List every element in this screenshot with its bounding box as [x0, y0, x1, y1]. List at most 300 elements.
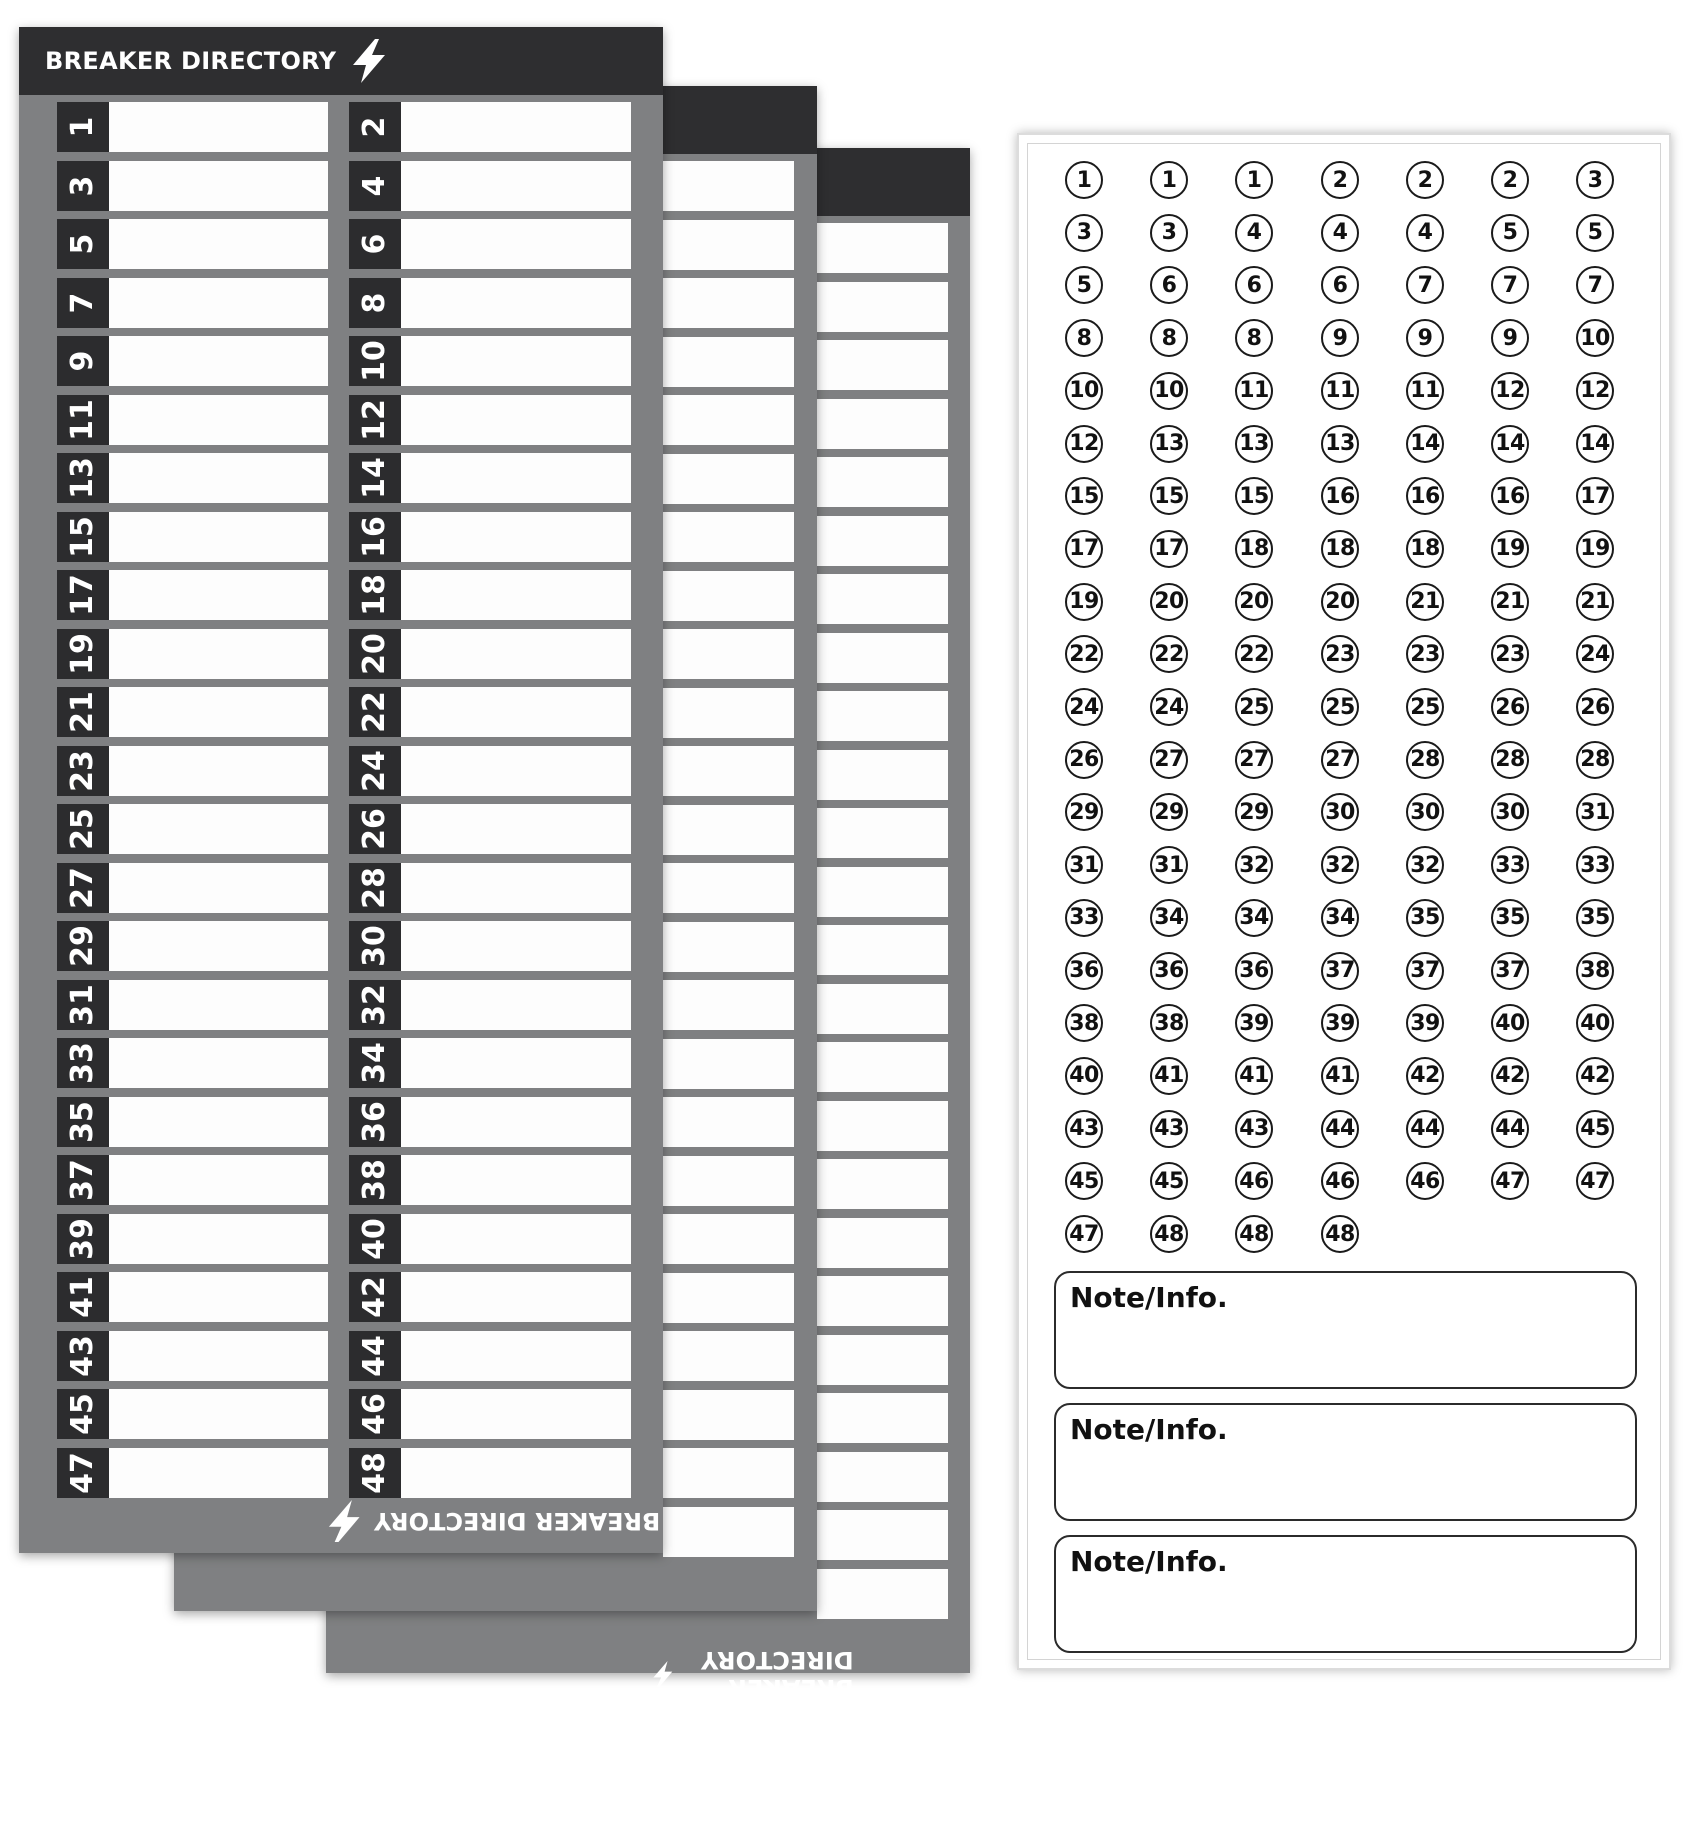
breaker-row — [349, 687, 631, 737]
circuit-label-field[interactable] — [401, 570, 631, 620]
number-sticker[interactable]: 15 — [1150, 477, 1188, 515]
number-sticker[interactable]: 10 — [1065, 372, 1103, 410]
circuit-label-field[interactable] — [401, 921, 631, 971]
circuit-label-field[interactable] — [817, 1218, 948, 1268]
breaker-row — [349, 1389, 631, 1439]
breaker-number: 37 — [65, 1159, 100, 1201]
circuit-label-field[interactable] — [109, 863, 328, 913]
number-sticker[interactable]: 19 — [1576, 530, 1614, 568]
number-sticker[interactable]: 22 — [1065, 635, 1103, 673]
breaker-number: 35 — [65, 1100, 100, 1143]
circuit-label-field[interactable] — [663, 1214, 794, 1264]
number-sticker[interactable]: 26 — [1576, 688, 1614, 726]
circuit-label-field[interactable] — [663, 454, 794, 504]
circuit-label-field[interactable] — [401, 1272, 631, 1322]
number-sticker[interactable]: 31 — [1150, 846, 1188, 884]
number-sticker[interactable]: 28 — [1491, 741, 1529, 779]
number-sticker[interactable]: 29 — [1150, 793, 1188, 831]
number-sticker[interactable]: 39 — [1235, 1004, 1273, 1042]
number-sticker[interactable]: 45 — [1576, 1110, 1614, 1148]
number-sticker[interactable]: 32 — [1235, 846, 1273, 884]
breaker-number: 45 — [65, 1393, 100, 1435]
breaker-number-tab — [349, 1155, 401, 1205]
circuit-label-field[interactable] — [109, 512, 328, 562]
circuit-label-field[interactable] — [109, 1331, 328, 1381]
number-sticker[interactable]: 36 — [1150, 952, 1188, 990]
circuit-label-field[interactable] — [401, 512, 631, 562]
number-sticker[interactable]: 34 — [1150, 899, 1188, 937]
number-sticker[interactable]: 6 — [1321, 266, 1359, 304]
number-sticker[interactable]: 33 — [1491, 846, 1529, 884]
number-sticker[interactable]: 20 — [1235, 583, 1273, 621]
circuit-label-field[interactable] — [401, 336, 631, 386]
number-sticker[interactable]: 16 — [1406, 477, 1444, 515]
circuit-label-field[interactable] — [401, 1331, 631, 1381]
breaker-number-tab — [349, 161, 401, 211]
number-sticker[interactable]: 27 — [1235, 741, 1273, 779]
circuit-label-field[interactable] — [663, 1039, 794, 1089]
circuit-label-field[interactable] — [663, 512, 794, 562]
number-sticker[interactable]: 5 — [1491, 214, 1529, 252]
number-sticker[interactable]: 7 — [1491, 266, 1529, 304]
circuit-label-field[interactable] — [109, 1038, 328, 1088]
number-sticker[interactable]: 42 — [1491, 1057, 1529, 1095]
circuit-label-field[interactable] — [109, 1448, 328, 1498]
number-sticker[interactable]: 9 — [1491, 319, 1529, 357]
number-sticker[interactable]: 40 — [1065, 1057, 1103, 1095]
circuit-label-field[interactable] — [663, 395, 794, 445]
circuit-label-field[interactable] — [663, 1097, 794, 1147]
number-sticker[interactable]: 35 — [1406, 899, 1444, 937]
circuit-label-field[interactable] — [401, 629, 631, 679]
number-sticker[interactable]: 2 — [1406, 161, 1444, 199]
number-sticker[interactable]: 19 — [1065, 583, 1103, 621]
number-sticker[interactable]: 42 — [1576, 1057, 1614, 1095]
number-sticker[interactable]: 20 — [1321, 583, 1359, 621]
breaker-row — [57, 1272, 328, 1322]
number-sticker[interactable]: 25 — [1321, 688, 1359, 726]
circuit-label-field[interactable] — [401, 863, 631, 913]
circuit-label-field[interactable] — [663, 1448, 794, 1498]
breaker-number-tab — [57, 921, 109, 971]
circuit-label-field[interactable] — [401, 161, 631, 211]
circuit-label-field[interactable] — [401, 1448, 631, 1498]
circuit-label-field[interactable] — [109, 921, 328, 971]
circuit-label-field[interactable] — [663, 571, 794, 621]
circuit-label-field[interactable] — [109, 161, 328, 211]
number-sticker[interactable]: 18 — [1321, 530, 1359, 568]
circuit-label-field[interactable] — [817, 867, 948, 917]
number-sticker[interactable]: 39 — [1321, 1004, 1359, 1042]
number-sticker[interactable]: 46 — [1321, 1162, 1359, 1200]
circuit-label-field[interactable] — [817, 925, 948, 975]
circuit-label-field[interactable] — [401, 1155, 631, 1205]
breaker-row — [57, 336, 328, 386]
circuit-label-field[interactable] — [401, 1097, 631, 1147]
circuit-label-field[interactable] — [401, 1214, 631, 1264]
breaker-number: 4 — [357, 175, 392, 196]
circuit-label-field[interactable] — [663, 1507, 794, 1557]
breaker-row — [57, 1448, 328, 1498]
number-sticker[interactable]: 42 — [1406, 1057, 1444, 1095]
number-sticker[interactable]: 12 — [1576, 372, 1614, 410]
circuit-label-field[interactable] — [817, 1510, 948, 1560]
circuit-label-field[interactable] — [401, 1389, 631, 1439]
note-box[interactable] — [1054, 1271, 1637, 1389]
number-sticker[interactable]: 12 — [1491, 372, 1529, 410]
number-sticker[interactable]: 4 — [1406, 214, 1444, 252]
circuit-label-field[interactable] — [109, 629, 328, 679]
circuit-label-field[interactable] — [817, 574, 948, 624]
circuit-label-field[interactable] — [401, 746, 631, 796]
number-sticker[interactable]: 6 — [1235, 266, 1273, 304]
breaker-number: 13 — [65, 457, 100, 499]
lightning-bolt-icon — [346, 38, 392, 84]
circuit-label-field[interactable] — [401, 804, 631, 854]
circuit-label-field[interactable] — [401, 219, 631, 269]
breaker-number: 44 — [357, 1334, 392, 1377]
circuit-label-field[interactable] — [109, 395, 328, 445]
breaker-row — [349, 804, 631, 854]
directory-title: BREAKER DIRECTORY — [45, 47, 337, 75]
circuit-label-field[interactable] — [401, 102, 631, 152]
breaker-row — [57, 863, 328, 913]
number-sticker[interactable]: 9 — [1406, 319, 1444, 357]
note-box[interactable] — [1054, 1403, 1637, 1521]
number-sticker[interactable]: 21 — [1491, 583, 1529, 621]
circuit-label-field[interactable] — [817, 633, 948, 683]
breaker-number-tab — [57, 1155, 109, 1205]
circuit-label-field[interactable] — [109, 336, 328, 386]
number-sticker[interactable]: 22 — [1150, 635, 1188, 673]
number-sticker[interactable]: 32 — [1321, 846, 1359, 884]
breaker-number-tab — [349, 687, 401, 737]
number-sticker[interactable]: 14 — [1406, 425, 1444, 463]
number-sticker[interactable]: 26 — [1491, 688, 1529, 726]
circuit-label-field[interactable] — [663, 922, 794, 972]
number-sticker[interactable]: 14 — [1491, 425, 1529, 463]
number-sticker[interactable]: 37 — [1491, 952, 1529, 990]
number-sticker[interactable]: 30 — [1491, 793, 1529, 831]
number-sticker[interactable]: 33 — [1065, 899, 1103, 937]
number-sticker[interactable]: 3 — [1065, 214, 1103, 252]
breaker-number-tab — [349, 278, 401, 328]
number-sticker[interactable]: 47 — [1065, 1215, 1103, 1253]
number-sticker[interactable]: 11 — [1406, 372, 1444, 410]
circuit-label-field[interactable] — [663, 805, 794, 855]
number-sticker[interactable]: 25 — [1235, 688, 1273, 726]
circuit-label-field[interactable] — [663, 688, 794, 738]
breaker-row — [57, 1155, 328, 1205]
number-sticker[interactable]: 21 — [1406, 583, 1444, 621]
number-sticker[interactable]: 47 — [1576, 1162, 1614, 1200]
number-sticker[interactable]: 20 — [1150, 583, 1188, 621]
breaker-number: 11 — [65, 398, 100, 441]
breaker-row — [349, 570, 631, 620]
circuit-label-field[interactable] — [401, 1038, 631, 1088]
circuit-label-field[interactable] — [109, 1272, 328, 1322]
number-sticker[interactable]: 8 — [1150, 319, 1188, 357]
number-sticker[interactable]: 34 — [1235, 899, 1273, 937]
number-sticker[interactable]: 11 — [1321, 372, 1359, 410]
circuit-label-field[interactable] — [817, 750, 948, 800]
number-sticker[interactable]: 38 — [1576, 952, 1614, 990]
number-sticker[interactable]: 13 — [1235, 425, 1273, 463]
circuit-label-field[interactable] — [109, 804, 328, 854]
number-sticker[interactable]: 19 — [1491, 530, 1529, 568]
number-sticker[interactable]: 8 — [1065, 319, 1103, 357]
number-sticker[interactable]: 45 — [1150, 1162, 1188, 1200]
breaker-number: 41 — [65, 1276, 100, 1318]
breaker-number: 43 — [65, 1334, 100, 1377]
number-sticker[interactable]: 38 — [1065, 1004, 1103, 1042]
circuit-label-field[interactable] — [109, 746, 328, 796]
circuit-label-field[interactable] — [401, 278, 631, 328]
breaker-number: 28 — [357, 866, 392, 909]
number-sticker[interactable]: 2 — [1321, 161, 1359, 199]
circuit-label-field[interactable] — [663, 980, 794, 1030]
number-sticker[interactable]: 48 — [1150, 1215, 1188, 1253]
breaker-row — [57, 804, 328, 854]
breaker-row — [349, 1448, 631, 1498]
number-sticker[interactable]: 43 — [1235, 1110, 1273, 1148]
circuit-label-field[interactable] — [109, 453, 328, 503]
number-sticker[interactable]: 1 — [1065, 161, 1103, 199]
number-sticker[interactable]: 38 — [1150, 1004, 1188, 1042]
number-sticker[interactable]: 8 — [1235, 319, 1273, 357]
circuit-label-field[interactable] — [109, 219, 328, 269]
number-sticker[interactable]: 31 — [1576, 793, 1614, 831]
number-sticker[interactable]: 3 — [1576, 161, 1614, 199]
number-sticker[interactable]: 37 — [1406, 952, 1444, 990]
number-sticker[interactable]: 21 — [1576, 583, 1614, 621]
number-sticker[interactable]: 41 — [1150, 1057, 1188, 1095]
number-sticker[interactable]: 29 — [1065, 793, 1103, 831]
number-sticker[interactable]: 6 — [1150, 266, 1188, 304]
number-sticker[interactable]: 29 — [1235, 793, 1273, 831]
circuit-label-field[interactable] — [109, 980, 328, 1030]
number-sticker[interactable]: 46 — [1406, 1162, 1444, 1200]
number-sticker[interactable]: 7 — [1406, 266, 1444, 304]
circuit-label-field[interactable] — [817, 1276, 948, 1326]
circuit-label-field[interactable] — [663, 337, 794, 387]
number-sticker[interactable]: 24 — [1150, 688, 1188, 726]
number-sticker[interactable]: 30 — [1406, 793, 1444, 831]
circuit-label-field[interactable] — [817, 1101, 948, 1151]
breaker-number-tab — [349, 570, 401, 620]
circuit-label-field[interactable] — [817, 457, 948, 507]
circuit-label-field[interactable] — [109, 1097, 328, 1147]
number-sticker[interactable]: 16 — [1491, 477, 1529, 515]
number-sticker[interactable]: 43 — [1150, 1110, 1188, 1148]
number-sticker[interactable]: 37 — [1321, 952, 1359, 990]
number-sticker[interactable]: 1 — [1150, 161, 1188, 199]
note-box[interactable] — [1054, 1535, 1637, 1653]
number-sticker[interactable]: 2 — [1491, 161, 1529, 199]
number-sticker[interactable]: 33 — [1576, 846, 1614, 884]
number-sticker[interactable]: 23 — [1406, 635, 1444, 673]
number-sticker[interactable]: 24 — [1576, 635, 1614, 673]
number-sticker[interactable]: 44 — [1491, 1110, 1529, 1148]
breaker-number: 15 — [65, 515, 100, 558]
number-sticker[interactable]: 34 — [1321, 899, 1359, 937]
circuit-label-field[interactable] — [817, 1452, 948, 1502]
breaker-row — [349, 395, 631, 445]
number-sticker[interactable]: 44 — [1406, 1110, 1444, 1148]
circuit-label-field[interactable] — [663, 278, 794, 328]
number-sticker[interactable]: 41 — [1321, 1057, 1359, 1095]
footer-title: BREAKER DIRECTORY — [374, 1507, 661, 1535]
circuit-label-field[interactable] — [817, 1393, 948, 1443]
number-sticker[interactable]: 43 — [1065, 1110, 1103, 1148]
number-sticker[interactable]: 14 — [1576, 425, 1614, 463]
circuit-label-field[interactable] — [401, 395, 631, 445]
circuit-label-field[interactable] — [817, 1159, 948, 1209]
circuit-label-field[interactable] — [109, 1155, 328, 1205]
card-footer — [324, 1499, 660, 1543]
circuit-label-field[interactable] — [663, 746, 794, 796]
breaker-number: 17 — [65, 574, 100, 616]
circuit-label-field[interactable] — [817, 1569, 948, 1619]
number-sticker[interactable]: 41 — [1235, 1057, 1273, 1095]
breaker-number-tab — [349, 1038, 401, 1088]
number-sticker[interactable]: 36 — [1235, 952, 1273, 990]
breaker-row — [349, 453, 631, 503]
circuit-label-field[interactable] — [663, 1273, 794, 1323]
number-sticker[interactable]: 4 — [1235, 214, 1273, 252]
number-sticker[interactable]: 23 — [1491, 635, 1529, 673]
number-sticker[interactable]: 23 — [1321, 635, 1359, 673]
breaker-row — [349, 921, 631, 971]
circuit-label-field[interactable] — [109, 1214, 328, 1264]
number-sticker[interactable]: 36 — [1065, 952, 1103, 990]
circuit-label-field[interactable] — [817, 399, 948, 449]
circuit-label-field[interactable] — [663, 863, 794, 913]
circuit-label-field[interactable] — [663, 161, 794, 211]
breaker-number-tab — [57, 161, 109, 211]
number-sticker[interactable]: 24 — [1065, 688, 1103, 726]
circuit-label-field[interactable] — [663, 1331, 794, 1381]
number-sticker[interactable]: 35 — [1491, 899, 1529, 937]
breaker-number-tab — [57, 1389, 109, 1439]
number-sticker[interactable]: 12 — [1065, 425, 1103, 463]
number-sticker[interactable]: 5 — [1576, 214, 1614, 252]
breaker-number-tab — [57, 1448, 109, 1498]
number-sticker[interactable]: 28 — [1406, 741, 1444, 779]
number-sticker[interactable]: 31 — [1065, 846, 1103, 884]
number-sticker[interactable]: 11 — [1235, 372, 1273, 410]
breaker-number: 32 — [357, 983, 392, 1026]
circuit-label-field[interactable] — [817, 340, 948, 390]
circuit-label-field[interactable] — [109, 570, 328, 620]
breaker-number-tab — [349, 1389, 401, 1439]
number-sticker[interactable]: 44 — [1321, 1110, 1359, 1148]
number-sticker[interactable]: 48 — [1235, 1215, 1273, 1253]
breaker-row — [349, 512, 631, 562]
circuit-label-field[interactable] — [663, 1390, 794, 1440]
circuit-label-field[interactable] — [401, 687, 631, 737]
breaker-number-tab — [57, 512, 109, 562]
number-sticker[interactable]: 25 — [1406, 688, 1444, 726]
number-sticker[interactable]: 17 — [1576, 477, 1614, 515]
card-header — [19, 27, 663, 95]
circuit-label-field[interactable] — [817, 516, 948, 566]
circuit-label-field[interactable] — [109, 687, 328, 737]
circuit-label-field[interactable] — [817, 282, 948, 332]
number-sticker[interactable]: 40 — [1491, 1004, 1529, 1042]
number-sticker[interactable]: 10 — [1150, 372, 1188, 410]
breaker-number-tab — [349, 1097, 401, 1147]
number-sticker[interactable]: 17 — [1150, 530, 1188, 568]
breaker-row — [349, 980, 631, 1030]
number-sticker[interactable]: 28 — [1576, 741, 1614, 779]
number-sticker[interactable]: 1 — [1235, 161, 1273, 199]
breaker-row — [349, 161, 631, 211]
circuit-label-field[interactable] — [817, 1335, 948, 1385]
number-sticker[interactable]: 17 — [1065, 530, 1103, 568]
number-sticker[interactable]: 39 — [1406, 1004, 1444, 1042]
number-sticker[interactable]: 5 — [1065, 266, 1103, 304]
circuit-label-field[interactable] — [401, 453, 631, 503]
breaker-row — [349, 219, 631, 269]
breaker-row — [57, 395, 328, 445]
number-sticker[interactable]: 18 — [1235, 530, 1273, 568]
number-sticker[interactable]: 45 — [1065, 1162, 1103, 1200]
breaker-number: 39 — [65, 1217, 100, 1260]
breaker-number: 9 — [65, 350, 100, 372]
number-sticker[interactable]: 30 — [1321, 793, 1359, 831]
number-sticker[interactable]: 18 — [1406, 530, 1444, 568]
circuit-label-field[interactable] — [401, 980, 631, 1030]
breaker-number-tab — [349, 512, 401, 562]
number-sticker[interactable]: 48 — [1321, 1215, 1359, 1253]
number-sticker[interactable]: 35 — [1576, 899, 1614, 937]
number-sticker[interactable]: 7 — [1576, 266, 1614, 304]
breaker-number: 34 — [357, 1042, 392, 1084]
circuit-label-field[interactable] — [663, 220, 794, 270]
number-sticker[interactable]: 15 — [1065, 477, 1103, 515]
number-sticker[interactable]: 15 — [1235, 477, 1273, 515]
circuit-label-field[interactable] — [663, 629, 794, 679]
number-sticker[interactable]: 46 — [1235, 1162, 1273, 1200]
circuit-label-field[interactable] — [817, 691, 948, 741]
number-sticker[interactable]: 27 — [1321, 741, 1359, 779]
circuit-label-field[interactable] — [663, 1156, 794, 1206]
number-sticker[interactable]: 13 — [1321, 425, 1359, 463]
number-sticker[interactable]: 26 — [1065, 741, 1103, 779]
circuit-label-field[interactable] — [817, 1042, 948, 1092]
number-sticker-sheet — [1017, 133, 1671, 1670]
number-sticker[interactable]: 16 — [1321, 477, 1359, 515]
circuit-label-field[interactable] — [109, 102, 328, 152]
number-sticker[interactable]: 40 — [1576, 1004, 1614, 1042]
circuit-label-field[interactable] — [817, 984, 948, 1034]
number-sticker[interactable]: 13 — [1150, 425, 1188, 463]
circuit-label-field[interactable] — [109, 1389, 328, 1439]
circuit-label-field[interactable] — [109, 278, 328, 328]
number-sticker[interactable]: 22 — [1235, 635, 1273, 673]
number-sticker[interactable]: 4 — [1321, 214, 1359, 252]
breaker-number: 18 — [357, 574, 392, 616]
number-sticker[interactable]: 47 — [1491, 1162, 1529, 1200]
number-sticker[interactable]: 9 — [1321, 319, 1359, 357]
number-sticker[interactable]: 3 — [1150, 214, 1188, 252]
number-sticker[interactable]: 32 — [1406, 846, 1444, 884]
number-sticker[interactable]: 10 — [1576, 319, 1614, 357]
number-sticker[interactable]: 27 — [1150, 741, 1188, 779]
circuit-label-field[interactable] — [817, 223, 948, 273]
circuit-label-field[interactable] — [817, 808, 948, 858]
